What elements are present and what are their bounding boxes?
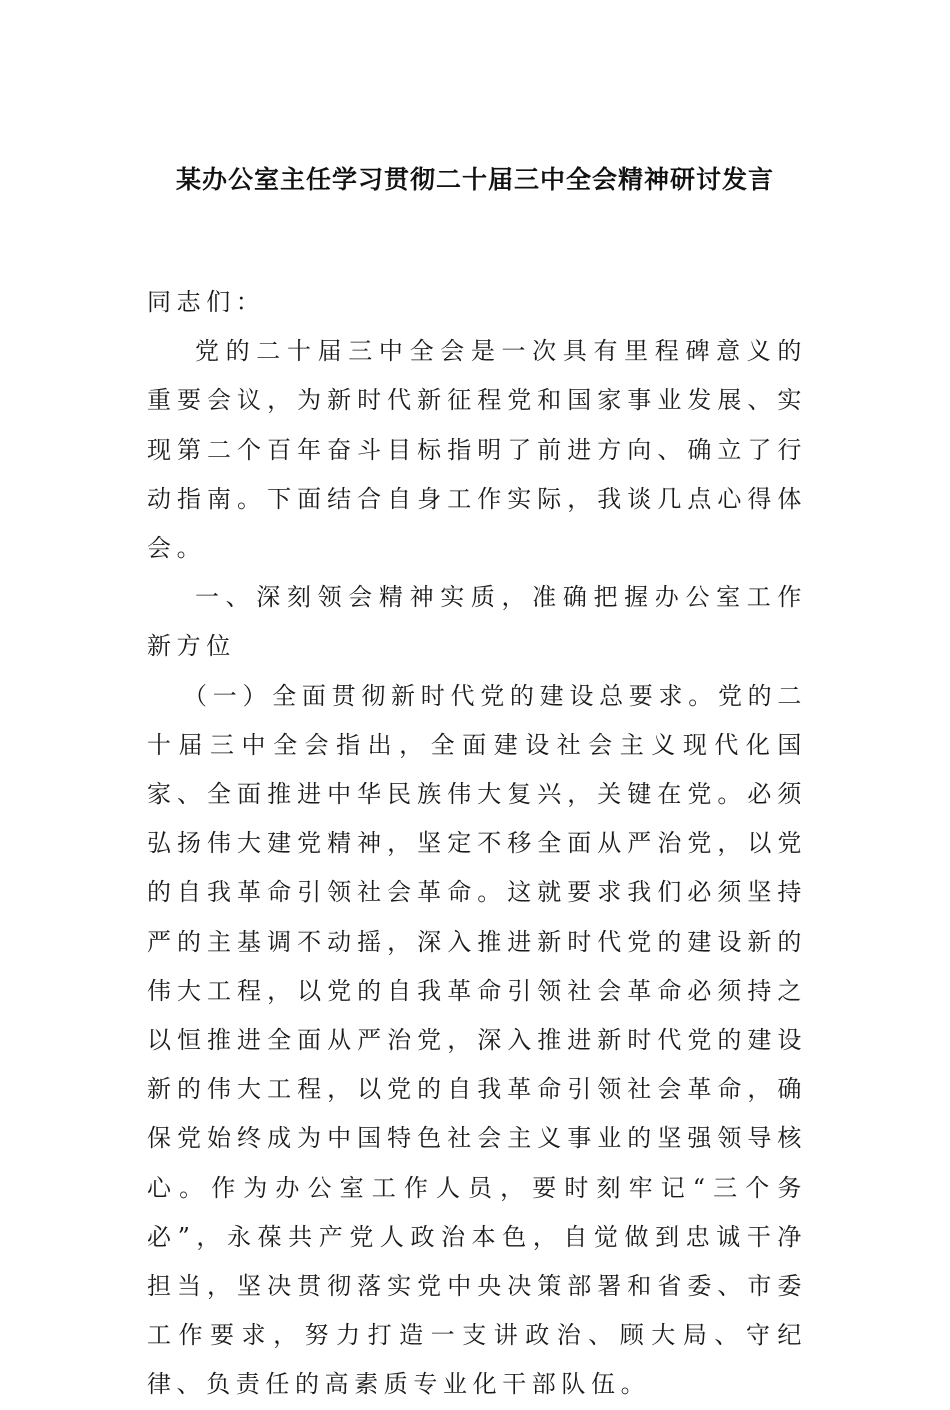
document-title: 某办公室主任学习贯彻二十届三中全会精神研讨发言 <box>175 165 774 194</box>
section-heading: 一、深刻领会精神实质，准确把握办公室工作新方位 <box>147 583 807 661</box>
salutation: 同志们： <box>147 288 266 316</box>
paragraph-intro: 党的二十届三中全会是一次具有里程碑意义的重要会议，为新时代新征程党和国家事业发展、实现第二个百年奋斗目标指明了前进方向、确立了行动指南。下面结合自身工作实际，我谈几点心得体会。 <box>147 337 807 563</box>
document-body <box>147 278 807 1410</box>
paragraph-subsection-1: （一）全面贯彻新时代党的建设总要求。党的二十届三中全会指出，全面建设社会主义现代化国家、全面推进中华民族伟大复兴，关键在党。必须弘扬伟大建党精神，坚定不移全面从严治党，以党的自我革命引领社会革命。这就要求我们必须坚持严的主基调不动摇，深入推进新时代党的建设新的伟大工程，以党的自我革命引领社会革命必须持之以恒推进全面从严治党，深入推进新时代党的建设新的伟大工程，以党的自我革命引领社会革命，确保党始终成为中国特色社会主义事业的坚强领导核心。作为办公室工作人员，要时刻牢记“三个务必”，永葆共产党人政治本色，自觉做到忠诚干净担当，坚决贯彻落实党中央决策部署和省委、市委工作要求，努力打造一支讲政治、顾大局、守纪律、负责任的高素质专业化干部队伍。 <box>147 681 807 1399</box>
